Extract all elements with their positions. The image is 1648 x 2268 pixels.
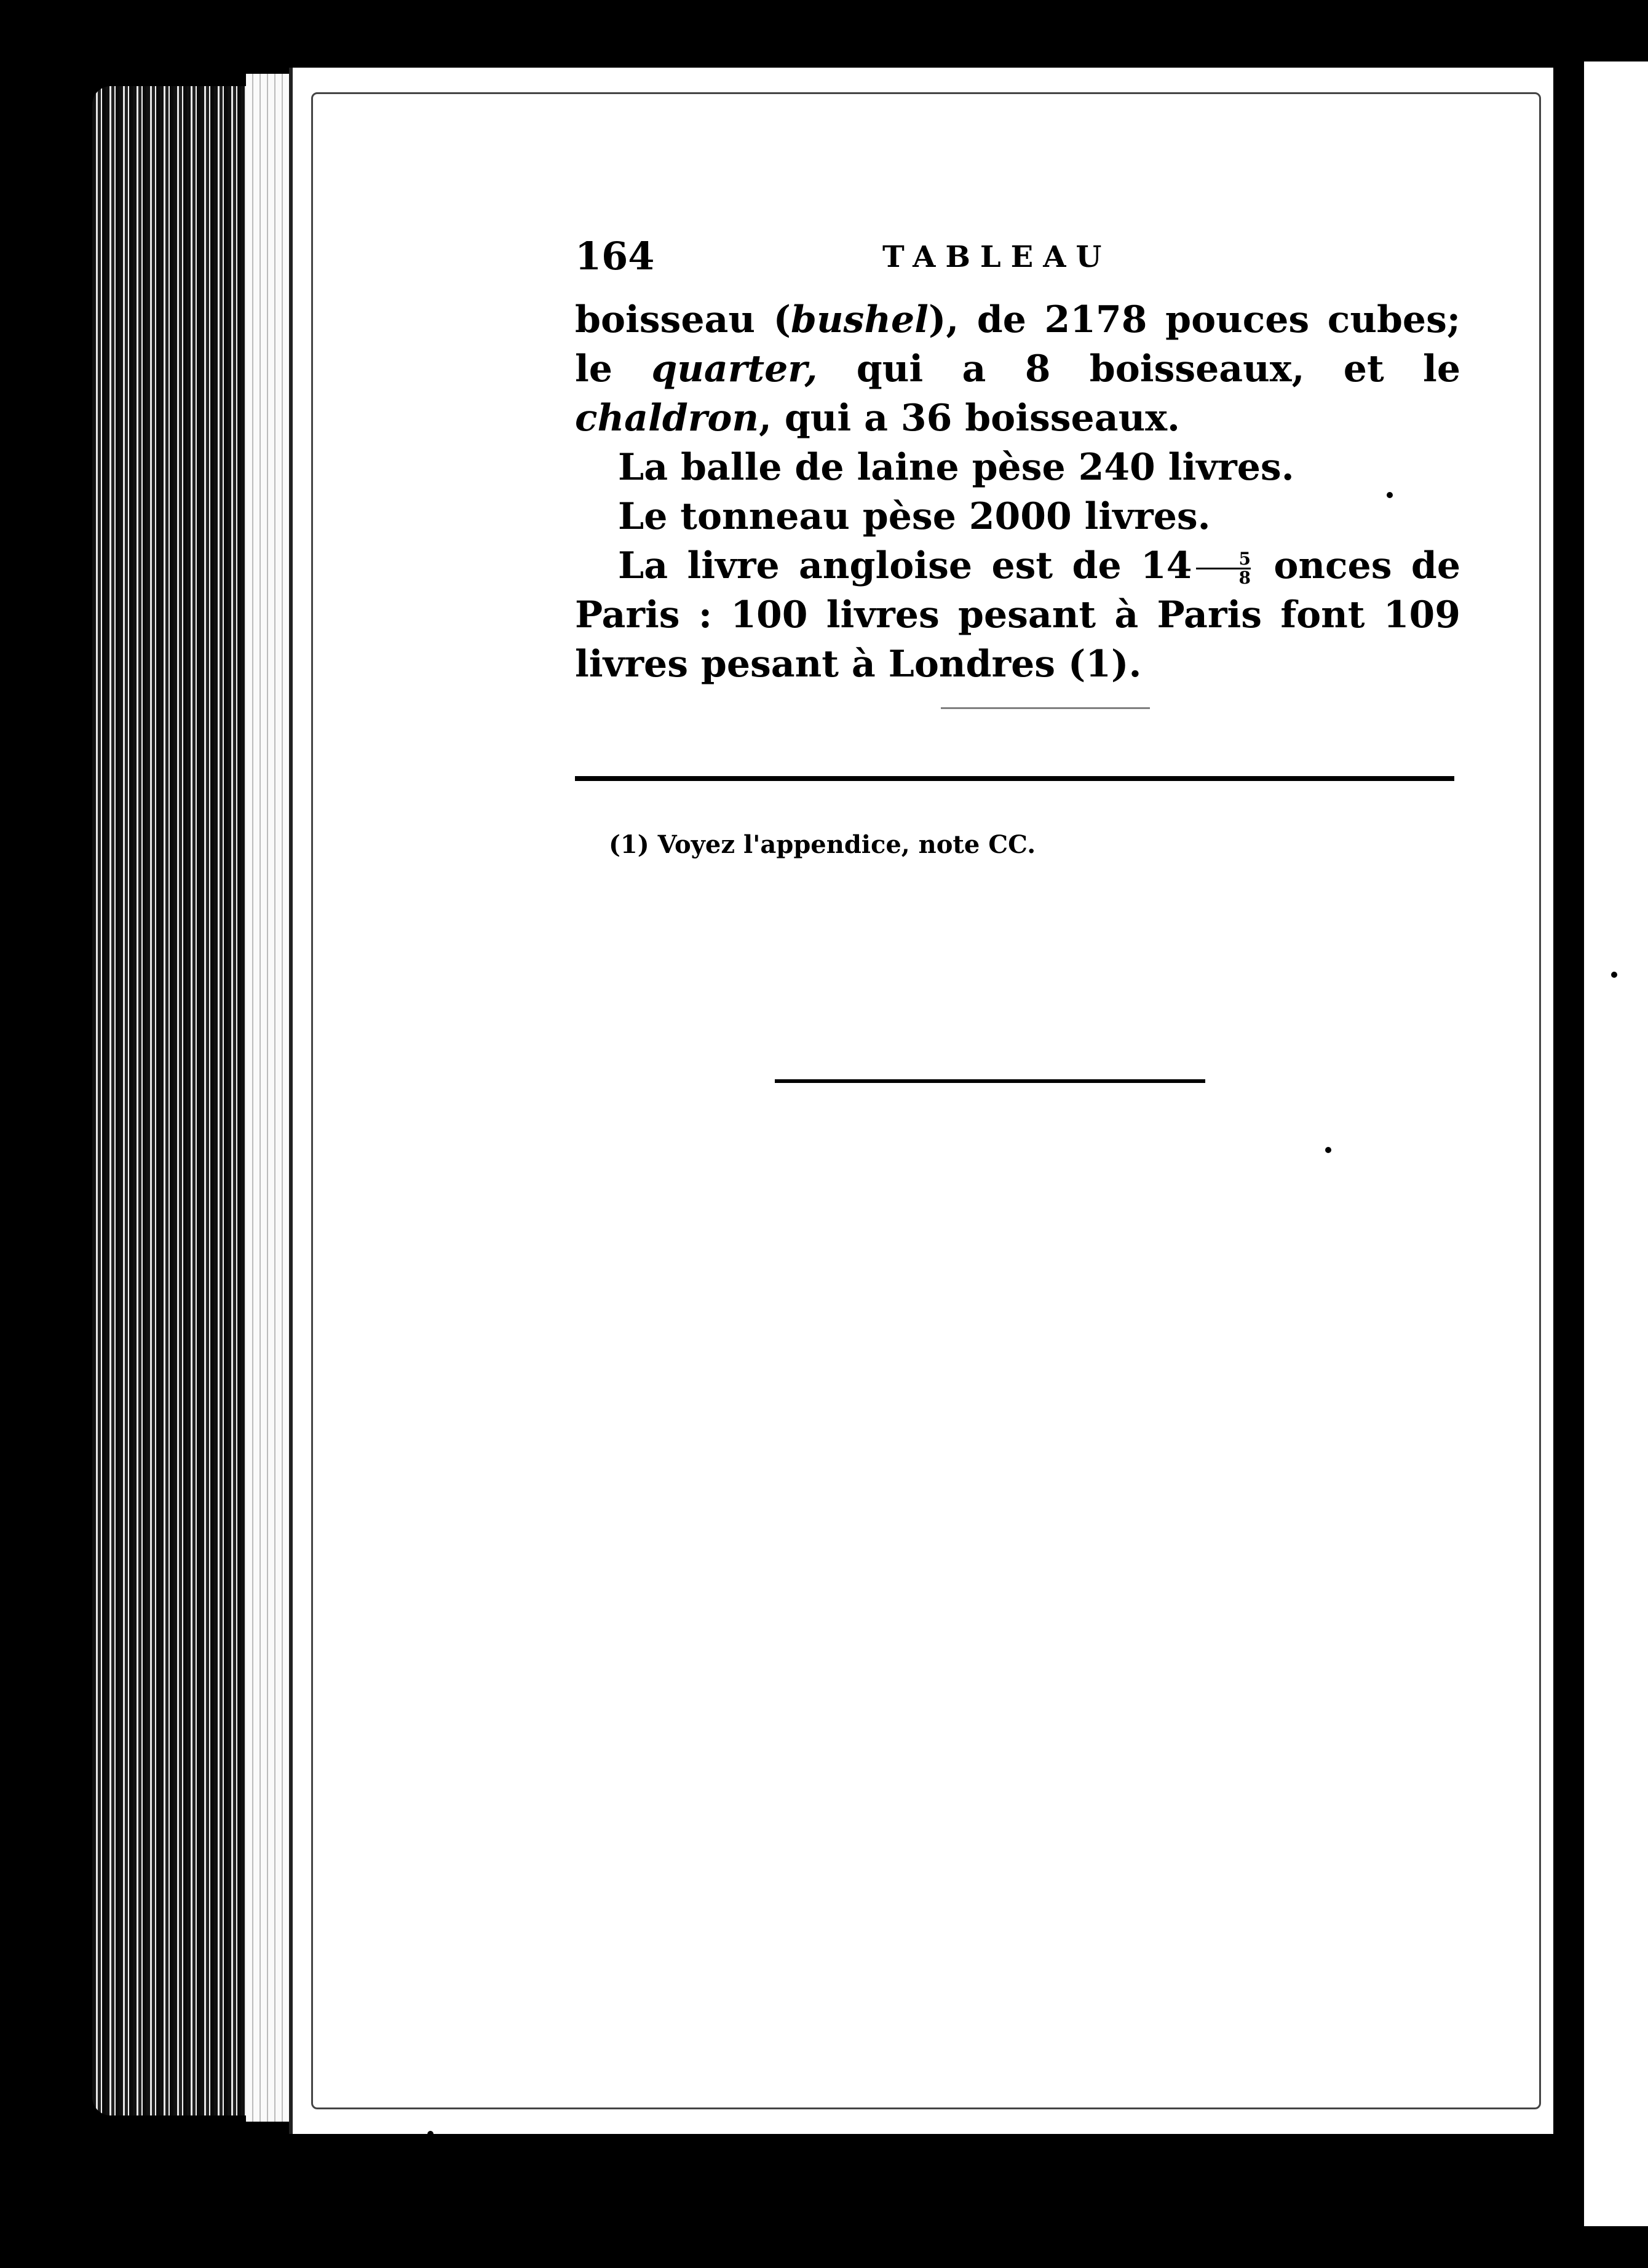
italic-term: chaldron bbox=[575, 397, 759, 440]
running-title: TABLEAU bbox=[882, 240, 1112, 274]
fraction-denominator: 8 bbox=[1238, 568, 1251, 588]
italic-term: bushel bbox=[790, 298, 929, 341]
paragraph-continuation bbox=[575, 295, 1460, 443]
ink-speck bbox=[1611, 972, 1617, 978]
running-head bbox=[575, 234, 1460, 295]
text-run: ), de 2178 pouces cubes; le bbox=[575, 298, 1460, 391]
footnote: (1) Voyez l'appendice, note CC. bbox=[609, 830, 1036, 859]
page-number: 164 bbox=[575, 234, 655, 279]
ink-speck bbox=[427, 2131, 434, 2137]
paragraph-pound bbox=[575, 541, 1460, 689]
show-through-rule bbox=[941, 707, 1150, 709]
text-run: , qui a 36 boisseaux. bbox=[759, 397, 1180, 440]
footnote-separator-rule bbox=[575, 776, 1454, 781]
body-text bbox=[575, 295, 1460, 689]
show-through-rule-lower bbox=[775, 1079, 1205, 1083]
paragraph-wool: La balle de laine pèse 240 livres. bbox=[618, 446, 1294, 489]
fraction-numerator: 5 bbox=[1196, 550, 1251, 569]
book-page-edges-light bbox=[246, 74, 295, 2122]
ink-speck bbox=[1325, 1147, 1331, 1153]
paragraph-ton: Le tonneau pèse 2000 livres. bbox=[618, 495, 1211, 538]
ink-speck bbox=[1387, 492, 1393, 498]
facing-page-edge bbox=[1574, 61, 1648, 2226]
page-content bbox=[575, 234, 1460, 689]
text-run: boisseau ( bbox=[575, 298, 791, 341]
text-run: onces de Paris : 100 livres pesant à Paris font 109 livres pesant à Londres (1). bbox=[575, 544, 1460, 686]
text-run: La livre angloise est de 14 bbox=[618, 544, 1192, 587]
italic-term: quarter, bbox=[651, 347, 818, 391]
text-run: qui a 8 boisseaux, et le bbox=[817, 347, 1461, 391]
fraction bbox=[1196, 550, 1251, 587]
